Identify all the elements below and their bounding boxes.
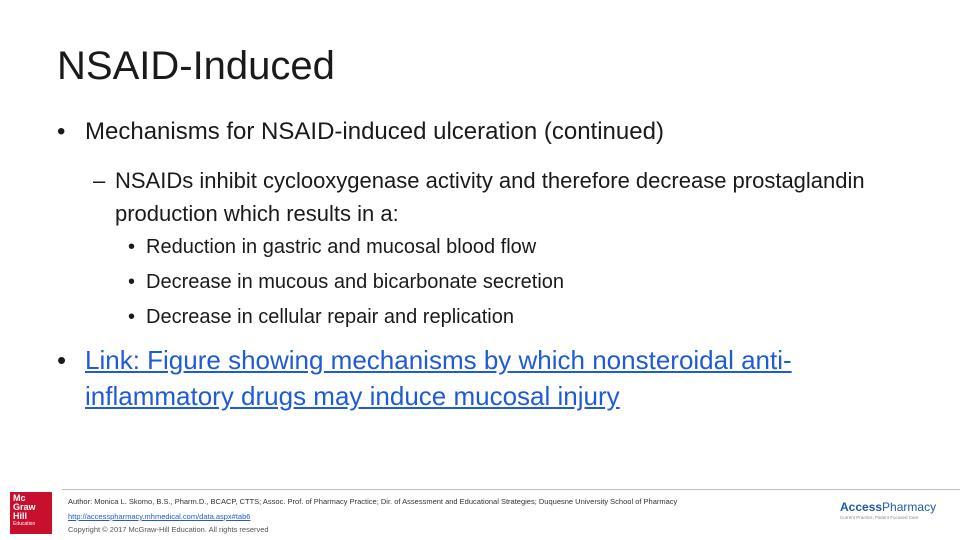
bullet-text: Mechanisms for NSAID-induced ulceration (continued) <box>85 118 664 145</box>
author-credit: Author: Monica L. Skomo, B.S., Pharm.D., BCACP, CTTS; Assoc. Prof. of Pharmacy Practice; Dir. of Assessment and Educational Strategies; Duquesne University School of Pharmacy <box>68 497 678 506</box>
slide-title: NSAID-Induced <box>57 44 335 88</box>
figure-link[interactable]: Link: Figure showing mechanisms by which nonsteroidal anti-inflammatory drugs may induce mucosal injury <box>85 345 792 411</box>
access-pharmacy-logo <box>840 500 950 526</box>
mcgraw-hill-logo <box>10 492 52 534</box>
bullet-dot: • <box>128 271 136 293</box>
sub-bullet-text: NSAIDs inhibit cyclooxygenase activity and therefore decrease prostaglandin production which results in a: <box>115 168 865 226</box>
sub-sub-bullet-text: Decrease in mucous and bicarbonate secretion <box>146 271 565 293</box>
logo-text: Hill <box>13 511 28 521</box>
logo-text: Graw <box>13 502 36 512</box>
logo-tagline: Current Practice, Patient Focused Care <box>840 515 919 520</box>
logo-text: Pharmacy <box>882 500 937 514</box>
logo-text: Mc <box>13 493 26 503</box>
bullet-dot: • <box>128 306 136 328</box>
bullet-dot: • <box>128 236 136 258</box>
source-url-link[interactable]: http://accesspharmacy.mhmedical.com/data.aspx#tab6 <box>68 512 251 521</box>
dash-marker: – <box>93 168 106 193</box>
sub-sub-bullet-text: Reduction in gastric and mucosal blood flow <box>146 236 537 258</box>
copyright: Copyright © 2017 McGraw-Hill Education. All rights reserved <box>68 525 269 534</box>
logo-wordmark <box>840 500 950 514</box>
sub-sub-bullet-text: Decrease in cellular repair and replication <box>146 306 514 328</box>
bullet-dot: • <box>57 118 66 145</box>
bullet-dot: • <box>57 345 67 375</box>
logo-text: Education <box>13 521 36 527</box>
logo-text: Access <box>840 500 883 514</box>
footer-divider <box>62 489 960 490</box>
